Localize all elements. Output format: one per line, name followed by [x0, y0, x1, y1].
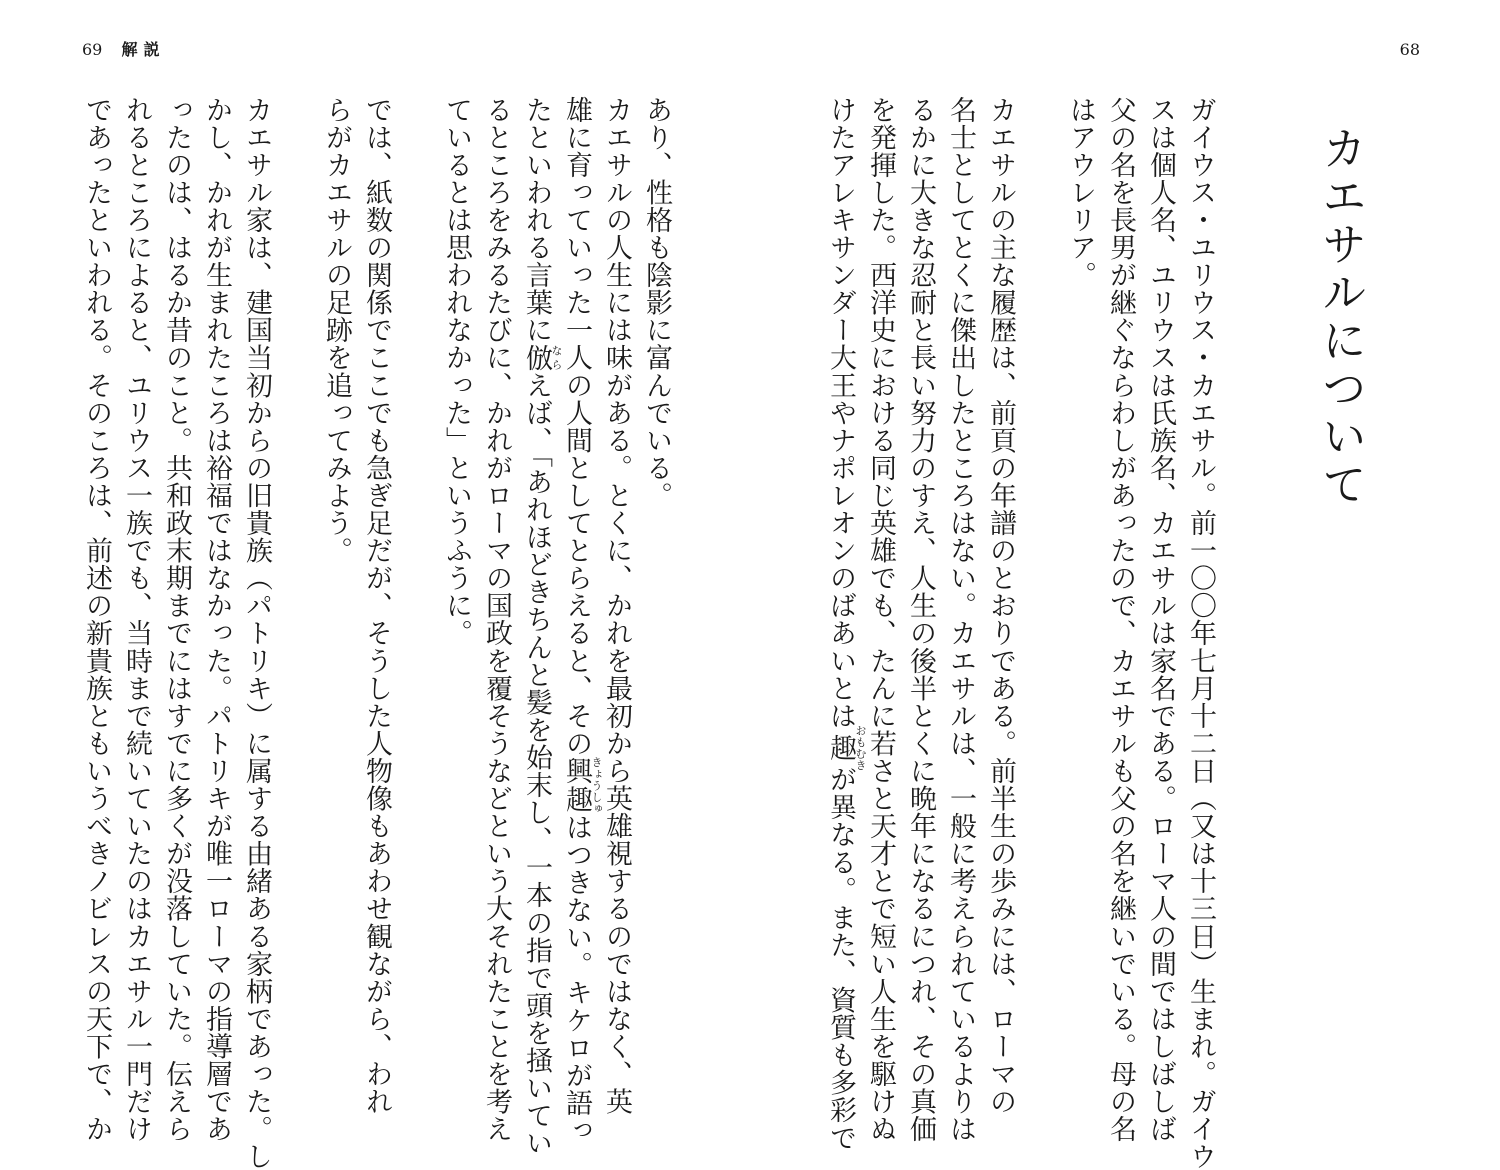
text-column: あり、性格も陰影に富んでいる。	[641, 96, 672, 510]
text-column: たといわれる言葉に倣ならえば、「あれほどきちんと髪を始末し、一本の指で頭を掻いてい	[521, 96, 563, 1157]
left-page-header	[82, 38, 165, 62]
text-column: スは個人名、ユリウスは氏族名、カエサルは家名である。ローマ人の間ではしばしば	[1145, 96, 1176, 1143]
text-column: るかに大きな忍耐と長い努力のすえ、人生の後半とくに晩年になるにつれ、その真価	[905, 96, 936, 1143]
text-column: 雄に育っていった一人の人間としてとらえると、その興趣きょうしゅはつきない。キケロが語っ	[561, 96, 603, 1145]
text-column: では、紙数の関係でここでも急ぎ足だが、そうした人物像もあわせ観ながら、われ	[361, 96, 392, 1116]
ruby-annotation: なら	[550, 343, 563, 372]
text-column: るところをみるたびに、かれがローマの国政を覆そうなどという大それたことを考え	[481, 96, 512, 1143]
text-column: けたアレキサンダー大王やナポレオンのばあいとは趣おもむきが異なる。また、資質も多彩で	[825, 96, 867, 1152]
text-column: 名士としてとくに傑出したところはない。カエサルは、一般に考えられているよりは	[945, 96, 976, 1143]
text-column: であったといわれる。そのころは、前述の新貴族ともいうべきノビレスの天下で、か	[81, 96, 112, 1143]
text-column: ているとは思われなかった」というふうに。	[441, 96, 472, 647]
text-column: カエサルの人生には味がある。とくに、かれを最初から英雄視するのではなく、英	[601, 96, 632, 1116]
chapter-title: カエサルについて	[1314, 125, 1367, 509]
section-title: 解説	[121, 40, 166, 59]
text-column: ったのは、はるか昔のこと。共和政末期までにはすでに多くが没落していた。伝えら	[161, 96, 192, 1143]
right-page-number: 68	[1399, 40, 1420, 59]
text-column: れるところによると、ユリウス一族でも、当時まで続いていたのはカエサル一門だけ	[121, 96, 152, 1143]
text-column: カエサル家は、建国当初からの旧貴族（パトリキ）に属する由緒ある家柄であった。し	[241, 96, 272, 1170]
left-page-number: 69	[82, 40, 103, 59]
text-column: らがカエサルの足跡を追ってみよう。	[321, 96, 352, 565]
text-column: を発揮した。西洋史における同じ英雄でも、たんに若さと天才とで短い人生を駆けぬ	[865, 96, 896, 1143]
ruby-annotation: きょうしゅ	[590, 756, 603, 815]
text-column: カエサルの主な履歴は、前頁の年譜のとおりである。前半生の歩みには、ローマの	[985, 96, 1016, 1116]
text-column: ガイウス・ユリウス・カエサル。前一〇〇年七月十二日（又は十三日）生まれ。ガイウ	[1185, 96, 1216, 1170]
text-column: 父の名を長男が継ぐならわしがあったので、カエサルも父の名を継いでいる。母の名	[1105, 96, 1136, 1143]
text-column: はアウレリア。	[1065, 96, 1096, 289]
ruby-annotation: おもむき	[854, 724, 867, 771]
text-column: かし、かれが生まれたころは裕福ではなかった。パトリキが唯一ローマの指導層であ	[201, 96, 232, 1143]
